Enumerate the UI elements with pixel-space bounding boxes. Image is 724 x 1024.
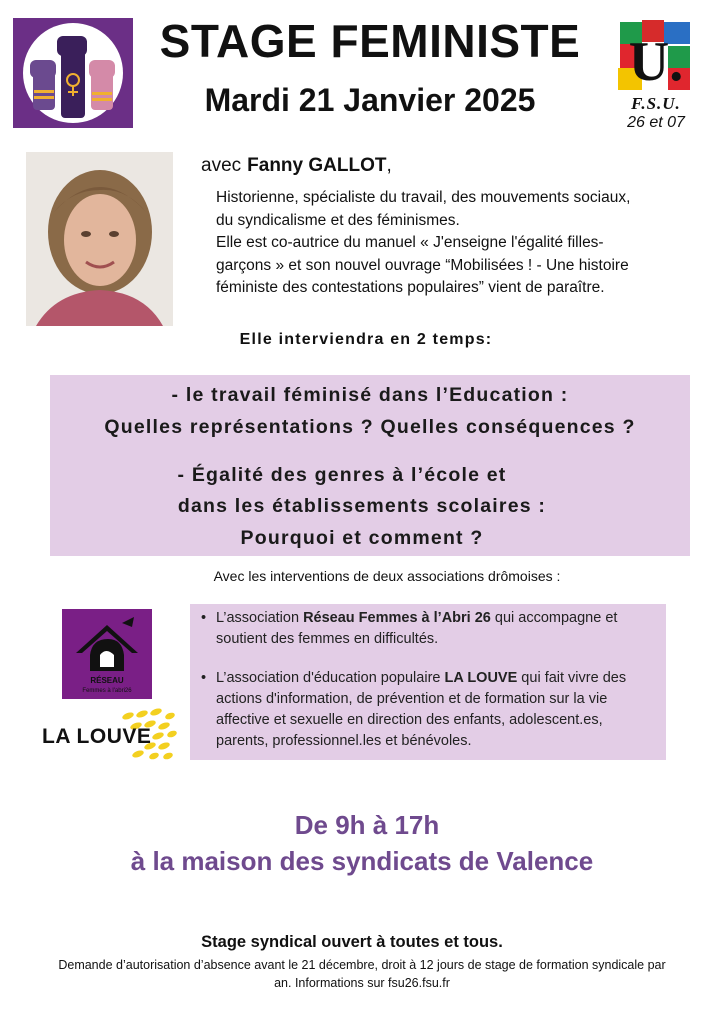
reseau-logo-title: RÉSEAU	[90, 676, 124, 685]
assoc-name: LA LOUVE	[444, 670, 518, 686]
topic-line: Quelles représentations ? Quelles conséquences ?	[104, 416, 636, 438]
assoc-text: actions d'information, de prévention et de formation sur la vie	[216, 691, 608, 707]
assoc-prefix: L’association d'éducation populaire	[216, 670, 445, 686]
assoc-name: Réseau Femmes à l’Abri 26	[303, 610, 491, 626]
speaker-intro-word: avec	[201, 155, 242, 176]
speaker-photo	[26, 152, 173, 326]
page-title: STAGE FEMINISTE	[159, 15, 581, 67]
assoc-prefix: L’association	[216, 610, 304, 626]
bio-line: garçons » et son nouvel ouvrage “Mobilisées ! - Une histoire	[216, 256, 629, 274]
reseau-femmes-logo	[62, 609, 152, 699]
fsu-name: F.S.U.	[631, 94, 681, 113]
la-louve-logo	[42, 706, 182, 762]
feminist-fists-logo	[13, 18, 133, 128]
footer-note-line: Demande d’autorisation d’absence avant le 21 décembre, droit à 12 jours de stage de formation syndicale par	[58, 958, 666, 972]
speaker-intro: avec Fanny GALLOT,	[201, 155, 392, 176]
topic-line: - Égalité des genres à l’école et	[177, 464, 507, 486]
fsu-letter-u: U.	[628, 31, 684, 92]
la-louve-logo-text: LA LOUVE	[42, 725, 152, 748]
assoc-text: soutient des femmes en difficultés.	[216, 631, 439, 647]
bio-line: féministe des contestations populaires” vient de paraître.	[216, 279, 605, 296]
assoc-text: qui fait vivre des	[517, 670, 627, 686]
bio-line: Historienne, spécialiste du travail, des mouvements sociaux,	[216, 189, 631, 206]
associations-box	[190, 604, 666, 760]
bio-line: Elle est co-autrice du manuel « J'enseigne l'égalité filles-	[216, 234, 604, 251]
topic-line: dans les établissements scolaires :	[177, 495, 547, 517]
footer-open-to-all: Stage syndical ouvert à toutes et tous.	[201, 933, 503, 951]
topic-line: - le travail féminisé dans l’Education :	[171, 384, 569, 406]
assoc-text: qui accompagne et	[490, 610, 618, 626]
reseau-logo-subtitle: Femmes à l'abri26	[82, 688, 132, 694]
associations-intro: Avec les interventions de deux associations drômoises :	[213, 568, 561, 584]
fsu-logo-graphic	[616, 20, 696, 92]
program-topics-box	[50, 375, 690, 556]
event-location: à la maison des syndicats de Valence	[130, 846, 594, 876]
program-intro-text: Elle interviendra en 2 temps:	[239, 331, 493, 348]
assoc-text: parents, professionnel.les et bénévoles.	[216, 733, 472, 749]
event-hours: De 9h à 17h	[294, 810, 440, 840]
bio-line: du syndicalisme et des féminismes.	[216, 211, 460, 229]
assoc-text: affective et sexuelle en direction des enfants, adolescent.es,	[216, 712, 603, 728]
event-date: Mardi 21 Janvier 2025	[204, 82, 536, 118]
program-intro	[0, 331, 724, 349]
footer-note	[52, 956, 672, 992]
speaker-name: Fanny GALLOT	[247, 155, 387, 176]
list-item	[216, 608, 662, 650]
fsu-logo	[616, 20, 696, 135]
list-item	[216, 668, 662, 752]
footer-note-line: an. Informations sur fsu26.fsu.fr	[274, 976, 450, 990]
topic-line: Pourquoi et comment ?	[240, 527, 484, 549]
fsu-sections: 26 et 07	[627, 114, 685, 131]
speaker-bio	[216, 187, 706, 300]
